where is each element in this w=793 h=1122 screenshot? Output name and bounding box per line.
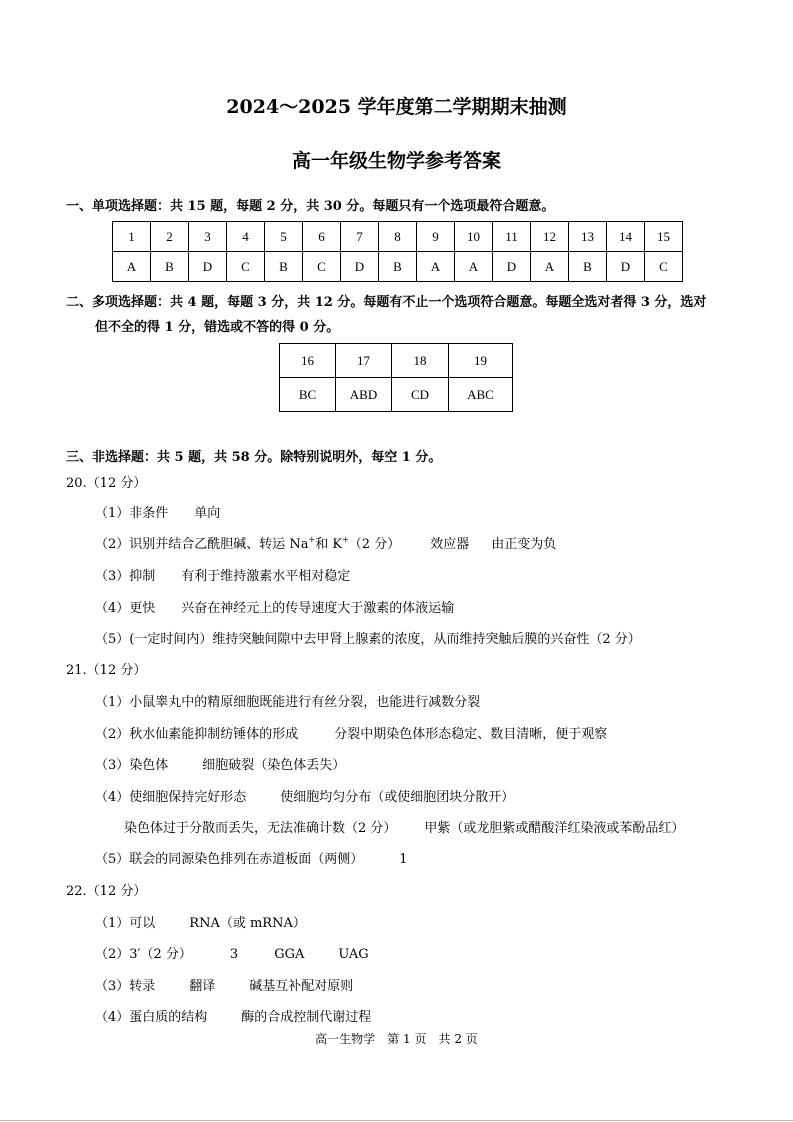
q21-answer-3: [95, 754, 345, 773]
table-cell: A: [113, 252, 151, 282]
answer-text: 分裂中期染色体形态稳定、数目清晰，便于观察: [334, 727, 608, 742]
q20-answer-4: [95, 597, 454, 616]
table-cell: A: [531, 252, 569, 282]
page-footer: [0, 1030, 793, 1047]
question-22-heading: 22.（12 分）: [66, 884, 147, 899]
table-cell: CD: [392, 378, 449, 412]
table-cell: 16: [280, 344, 336, 378]
section-multi-choice-heading-cont: 但不全的得 1 分，错选或不答的得 0 分。: [95, 320, 340, 335]
answer-text: RNA（或 mRNA）: [189, 916, 306, 931]
superscript: +: [342, 535, 349, 544]
table-cell: 12: [531, 222, 569, 252]
q21-answer-2: [95, 723, 607, 742]
answer-row: [113, 252, 683, 282]
answer-text: （2）识别并结合乙酰胆碱、转运 Na: [95, 537, 309, 552]
table-cell: A: [455, 252, 493, 282]
footer-text: 页: [465, 1032, 478, 1046]
answer-text: GGA: [274, 947, 305, 962]
table-cell: C: [645, 252, 683, 282]
answer-text: 单向: [194, 506, 221, 521]
question-21-heading: 21.（12 分）: [66, 663, 147, 678]
q21-answer-5: [95, 848, 408, 867]
q22-answer-4: [95, 1006, 371, 1025]
table-cell: 19: [449, 344, 513, 378]
question-number-row: [280, 344, 513, 378]
table-cell: 1: [113, 222, 151, 252]
table-cell: 13: [569, 222, 607, 252]
answer-text: （2）秋水仙素能抑制纺锤体的形成: [95, 727, 299, 742]
answer-text: 1: [399, 852, 408, 867]
table-cell: ABC: [449, 378, 513, 412]
table-cell: 10: [455, 222, 493, 252]
table-cell: D: [493, 252, 531, 282]
table-cell: D: [189, 252, 227, 282]
footer-text: 高一生物学 第: [315, 1032, 400, 1046]
table-cell: B: [265, 252, 303, 282]
table-cell: BC: [280, 378, 336, 412]
section-single-choice-heading: 一、单项选择题：共 15 题，每题 2 分，共 30 分。每题只有一个选项最符合题意。: [66, 199, 555, 214]
answer-text: 甲紫（或龙胆紫或醋酸洋红染液或苯酚品红）: [424, 821, 685, 836]
table-cell: 2: [151, 222, 189, 252]
single-choice-answer-table: [112, 221, 683, 282]
answer-text: （2）3′（2 分）: [95, 947, 192, 962]
answer-text: （3）转录: [95, 979, 156, 994]
answer-text: 染色体过于分散而丢失，无法准确计数（2 分）: [124, 821, 397, 836]
answer-text: 和 K: [315, 537, 343, 552]
question-number-row: [113, 222, 683, 252]
answer-text: 细胞破裂（染色体丢失）: [202, 758, 346, 773]
table-cell: 17: [336, 344, 392, 378]
q20-answer-5: （5）(一定时间内）维持突触间隙中去甲肾上腺素的浓度，从而维持突触后膜的兴奋性（2 分）: [95, 632, 641, 647]
table-cell: A: [417, 252, 455, 282]
answer-text: 碱基互补配对原则: [249, 979, 354, 994]
q21-answer-4-cont: [124, 817, 684, 836]
answer-text: UAG: [338, 947, 369, 962]
answer-row: [280, 378, 513, 412]
table-cell: 6: [303, 222, 341, 252]
q21-answer-1: （1）小鼠睾丸中的精原细胞既能进行有丝分裂，也能进行减数分裂: [95, 695, 481, 710]
answer-text: （3）抑制: [95, 569, 156, 584]
table-cell: 9: [417, 222, 455, 252]
table-cell: 7: [341, 222, 379, 252]
table-cell: 4: [227, 222, 265, 252]
multi-choice-answer-table: [279, 343, 513, 412]
answer-text: （2 分）: [348, 537, 401, 552]
answer-text: 由正变为负: [491, 537, 557, 552]
answer-text: 翻译: [189, 979, 216, 994]
table-cell: 18: [392, 344, 449, 378]
table-cell: 14: [607, 222, 645, 252]
table-cell: D: [607, 252, 645, 282]
table-cell: C: [303, 252, 341, 282]
table-cell: C: [227, 252, 265, 282]
table-cell: 3: [189, 222, 227, 252]
answer-text: （1）非条件: [95, 506, 169, 521]
footer-text: 页 共: [414, 1032, 451, 1046]
table-cell: 11: [493, 222, 531, 252]
document-title: 2024～2025 学年度第二学期期末抽测: [226, 96, 567, 118]
q22-answer-1: [95, 912, 306, 931]
table-cell: 8: [379, 222, 417, 252]
answer-text: （4）更快: [95, 601, 156, 616]
answer-text: 兴奋在神经元上的传导速度大于激素的体液运输: [181, 601, 455, 616]
answer-text: （4）蛋白质的结构: [95, 1010, 208, 1025]
answer-text: 3: [229, 947, 239, 962]
answer-text: 有利于维持激素水平相对稳定: [181, 569, 351, 584]
document-subtitle: 高一年级生物学参考答案: [291, 150, 501, 172]
answer-text: （4）使细胞保持完好形态: [95, 790, 247, 805]
answer-text: 效应器: [430, 537, 470, 552]
section-non-choice-heading: 三、非选择题：共 5 题，共 58 分。除特别说明外，每空 1 分。: [66, 450, 442, 465]
table-cell: D: [341, 252, 379, 282]
answer-text: （5）联会的同源染色排列在赤道板面（两侧）: [95, 852, 364, 867]
section-multi-choice-heading: 二、多项选择题：共 4 题，每题 3 分，共 12 分。每题有不止一个选项符合题意。每题全选对者得 3 分，选对: [66, 295, 707, 310]
q22-answer-2: [95, 943, 369, 962]
page-number: 1: [403, 1032, 411, 1046]
answer-text: （3）染色体: [95, 758, 169, 773]
page-edge-divider: [0, 1120, 793, 1121]
table-cell: B: [151, 252, 189, 282]
question-20-heading: 20.（12 分）: [66, 476, 147, 491]
q20-answer-1: [95, 502, 220, 521]
superscript: +: [308, 535, 316, 544]
page-total: 2: [454, 1032, 462, 1046]
answer-text: 使细胞均匀分布（或使细胞团块分散开）: [280, 790, 515, 805]
q22-answer-3: [95, 975, 353, 994]
table-cell: ABD: [336, 378, 392, 412]
table-cell: B: [569, 252, 607, 282]
table-cell: B: [379, 252, 417, 282]
answer-text: （1）可以: [95, 916, 156, 931]
q21-answer-4: [95, 786, 514, 805]
answer-text: 酶的合成控制代谢过程: [241, 1010, 372, 1025]
q20-answer-2: [95, 533, 556, 552]
q20-answer-3: [95, 565, 350, 584]
table-cell: 15: [645, 222, 683, 252]
table-cell: 5: [265, 222, 303, 252]
